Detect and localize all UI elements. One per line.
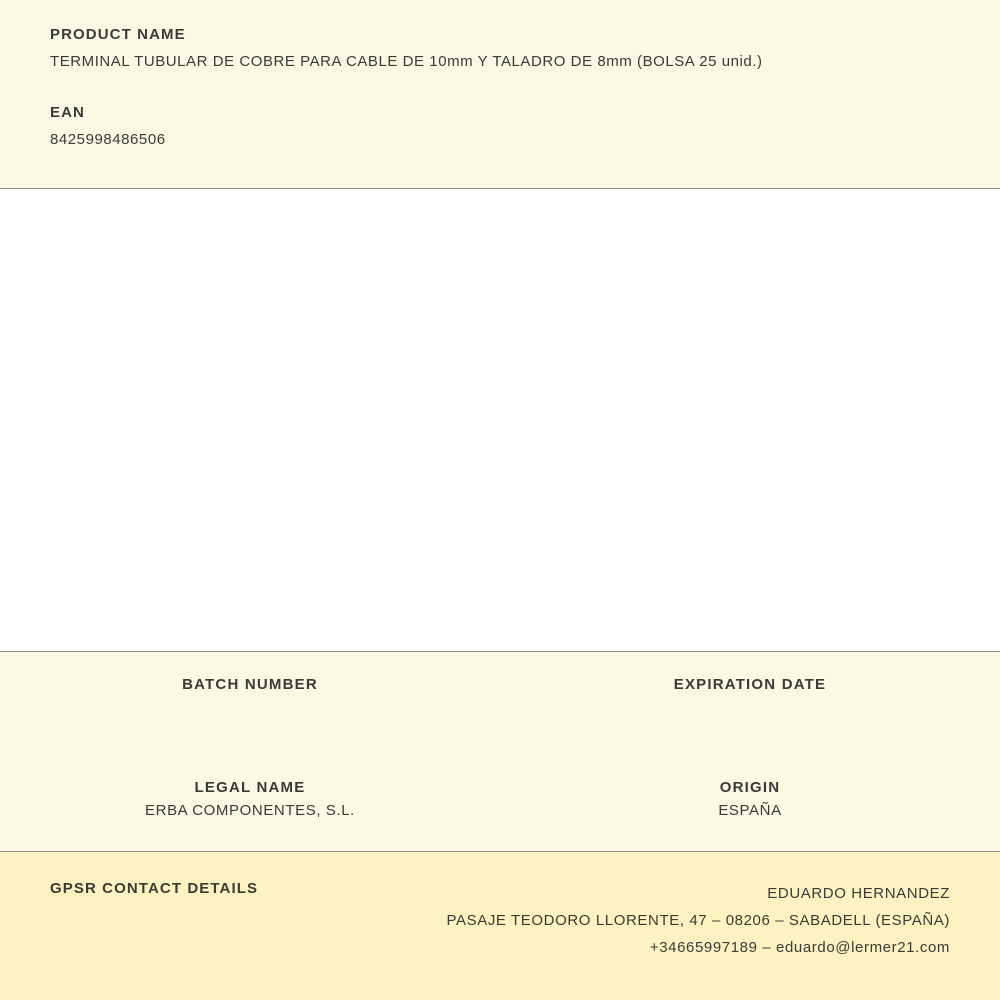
gpsr-contact-label: GPSR CONTACT DETAILS <box>50 880 259 897</box>
expiration-date-value <box>520 699 980 717</box>
product-section <box>0 0 1000 189</box>
origin-cell <box>500 779 1000 820</box>
expiration-date-cell <box>500 676 1000 717</box>
legal-name-label: LEGAL NAME <box>194 779 306 796</box>
origin-label: ORIGIN <box>719 779 781 796</box>
ean-label: EAN <box>50 104 85 121</box>
expiration-date-label: EXPIRATION DATE <box>673 676 827 693</box>
product-name-label: PRODUCT NAME <box>50 26 186 43</box>
batch-number-cell <box>0 676 500 717</box>
batch-number-value <box>20 699 480 717</box>
gpsr-contact-phone-email: +34665997189 – eduardo@lermer21.com <box>649 939 950 956</box>
batch-row <box>0 676 1000 717</box>
batch-legal-section <box>0 652 1000 852</box>
origin-value: ESPAÑA <box>718 802 782 819</box>
blank-content-area <box>0 189 1000 652</box>
product-name-value: TERMINAL TUBULAR DE COBRE PARA CABLE DE 10mm Y TALADRO DE 8mm (BOLSA 25 unid.) <box>50 53 763 70</box>
ean-group <box>50 104 950 148</box>
legal-name-cell <box>0 779 500 820</box>
gpsr-contact-address: PASAJE TEODORO LLORENTE, 47 – 08206 – SABADELL (ESPAÑA) <box>446 912 950 929</box>
batch-number-label: BATCH NUMBER <box>182 676 318 693</box>
ean-value: 8425998486506 <box>50 131 166 148</box>
gpsr-contact-name: EDUARDO HERNANDEZ <box>767 885 950 902</box>
gpsr-contact-details <box>447 880 950 961</box>
gpsr-contact-section <box>0 852 1000 1000</box>
legal-name-value: ERBA COMPONENTES, S.L. <box>145 802 355 819</box>
legal-row <box>0 779 1000 820</box>
